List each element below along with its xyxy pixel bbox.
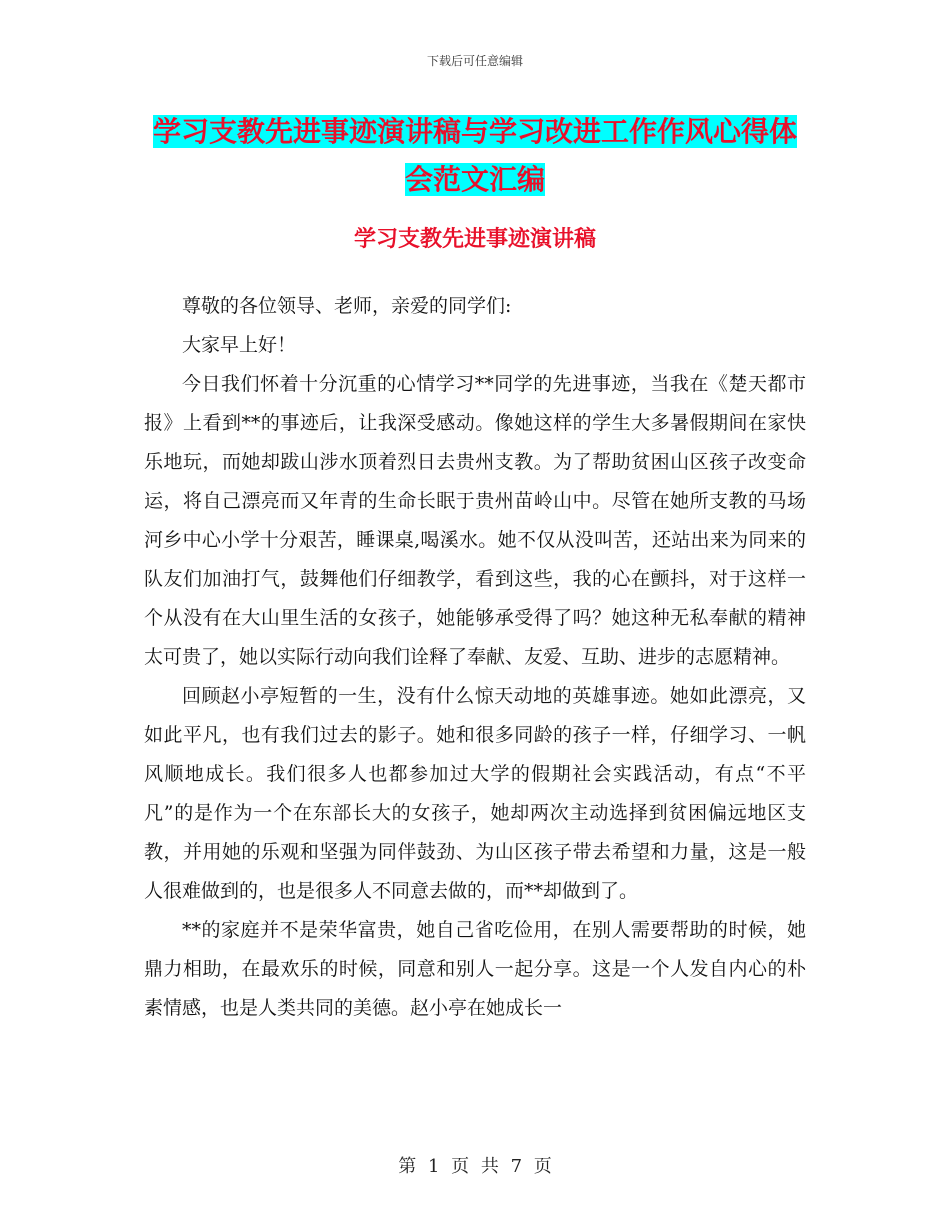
body-paragraph: 今日我们怀着十分沉重的心情学习**同学的先进事迹，当我在《楚天都市报》上看到**的事迹后，让我深受感动。像她这样的学生大多暑假期间在家快乐地玩，而她却跋山涉水顶着烈日去贵州支教。为了帮助贫困山区孩子改变命运，将自己漂亮而又年青的生命长眠于贵州苗岭山中。尽管在她所支教的马场河乡中心小学十分艰苦，睡课桌,喝溪水。她不仅从没叫苦，还站出来为同来的队友们加油打气，鼓舞他们仔细教学，看到这些，我的心在颤抖，对于这样一个从没有在大山里生活的女孩子，她能够承受得了吗？她这种无私奉献的精神太可贵了，她以实际行动向我们诠释了奉献、友爱、互助、进步的志愿精神。 <box>144 373 806 668</box>
document-title-line1: 学习支教先进事迹演讲稿与学习改进工作作风心得体 <box>152 115 797 148</box>
document-title-line2: 会范文汇编 <box>404 163 545 196</box>
salutation: 尊敬的各位领导、老师，亲爱的同学们: <box>182 295 512 317</box>
document-title <box>140 108 810 204</box>
section-title: 学习支教先进事迹演讲稿 <box>353 226 596 252</box>
page-footer: 第 1 页 共 7 页 <box>398 1156 552 1177</box>
body-paragraph: **的家庭并不是荣华富贵，她自己省吃俭用，在别人需要帮助的时候，她鼎力相助，在最欢乐的时候，同意和别人一起分享。这是一个人发自内心的朴素情感，也是人类共同的美德。赵小亭在她成长一 <box>144 919 806 1019</box>
page-header-note: 下载后可任意编辑 <box>426 54 523 68</box>
body-paragraph: 回顾赵小亭短暂的一生，没有什么惊天动地的英雄事迹。她如此漂亮，又如此平凡，也有我们过去的影子。她和很多同龄的孩子一样，仔细学习、一帆风顺地成长。我们很多人也都参加过大学的假期社会实践活动，有点“不平凡”的是作为一个在东部长大的女孩子，她却两次主动选择到贫困偏远地区支教，并用她的乐观和坚强为同伴鼓劲、为山区孩子带去希望和力量，这是一般人很难做到的，也是很多人不同意去做的，而**却做到了。 <box>144 685 806 902</box>
document-body <box>144 287 806 1028</box>
greeting: 大家早上好！ <box>182 334 297 356</box>
